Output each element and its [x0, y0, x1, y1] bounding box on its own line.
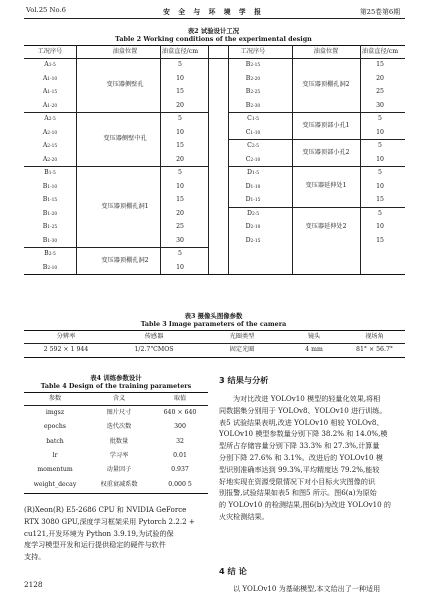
table2-right-diameter: 5	[378, 142, 382, 149]
table2-right-diameter: 5	[378, 169, 382, 176]
section4-line: 以 YOLOv10 为基础模型,本文给出了一种适用	[233, 584, 381, 593]
table2-left-diameter: 5	[178, 250, 182, 257]
section3-heading: 3 结果与分析	[219, 375, 269, 385]
table2-right-location: 变压器顶棚孔洞2	[302, 81, 350, 88]
table3-bottom-rule	[24, 357, 405, 358]
table2-right-case-id: D2-10	[245, 223, 261, 230]
table2-left-case-id: A2-20	[42, 155, 58, 163]
table3-top-rule	[24, 330, 405, 331]
table2-left-case-id: B2-10	[42, 263, 58, 271]
section3-line: 分别下降 27.6% 和 3.1%。改进后的 YOLOv10 模	[219, 453, 383, 462]
table2-header-0: 工况序号	[37, 48, 63, 55]
table2-right-diameter: 10	[376, 155, 384, 163]
table2-left-case-id: B1-10	[42, 182, 58, 190]
table2-left-diameter: 10	[176, 128, 184, 136]
table2-right-case-id: D1-10	[245, 182, 261, 190]
table2-left-case-id: B1-5	[44, 169, 56, 176]
table2-right-case-id: B2-15	[245, 61, 261, 68]
section3-line: 表5 试验结果表明,改进 YOLOv10 相较 YOLOv8、	[219, 417, 384, 427]
table2-left-case-id: B2-5	[44, 250, 56, 257]
table2-left-location: 变压器顶棚孔洞1	[101, 202, 149, 210]
table4-header-0: 参数	[48, 395, 62, 402]
table2-left-location: 变压器顶棚孔洞2	[101, 256, 149, 264]
table4-cell: momentum	[37, 466, 73, 474]
table2-left-diameter: 10	[176, 182, 184, 190]
running-header	[0, 3, 427, 18]
table2-left-group-rule	[24, 166, 208, 167]
table2-left-diameter: 10	[176, 74, 184, 82]
table4-cell: 0.000 5	[168, 480, 192, 488]
table4-cell: 0.01	[173, 451, 187, 459]
table4-cell: 动量因子	[106, 466, 132, 474]
table2-left-case-id: B1-15	[42, 196, 58, 203]
table4-cell: 权重衰减系数	[100, 480, 138, 488]
table3-header-1: 传感器	[144, 333, 164, 340]
table2-right-group-rule	[228, 112, 405, 113]
table2-left-diameter: 10	[176, 263, 184, 271]
table2-right-location: 变压器延伸处1	[305, 182, 347, 190]
table2-left-case-id: A1-10	[42, 74, 58, 82]
section4-heading: 4 结 论	[219, 566, 247, 576]
table3-value-2: 固定光圈	[229, 346, 255, 353]
header-rule	[24, 18, 405, 19]
table2-right-case-id: B2-25	[245, 88, 261, 95]
table2-right-diameter: 10	[376, 223, 384, 230]
section3-line: 好地实现在资源受限情况下对小目标火灾图像的识	[219, 476, 376, 486]
table2-right-location: 变压器延伸处2	[305, 222, 347, 230]
table2-right-diameter: 30	[376, 101, 384, 109]
table3-header-2: 光圈类型	[229, 333, 255, 340]
left-text-line: 支持。	[24, 552, 46, 562]
table2-right-case-id: D1-5	[246, 169, 260, 176]
table2-right-diameter: 15	[376, 61, 384, 68]
table2-right-group-rule	[228, 166, 405, 167]
table2-header-2: 油盒直径/cm	[161, 48, 199, 55]
table3-value-4: 81° × 56.7°	[356, 346, 393, 353]
table2-header-5: 油盒直径/cm	[361, 48, 399, 55]
table4-cell: batch	[46, 437, 64, 445]
table2-right-case-id: D2-5	[246, 209, 260, 217]
table4-cell: 迭代次数	[106, 423, 132, 431]
table2-left-location: 变压器侧壁中孔	[103, 135, 147, 142]
table2-caption-en: Table 2 Working conditions of the experimental design	[115, 35, 312, 43]
table2-left-diameter: 15	[176, 196, 184, 203]
section3-line: 为对比改进 YOLOv10 模型的轻量化效果,将相	[233, 394, 381, 403]
table3-value-1: 1/2.7"CMOS	[134, 346, 174, 353]
table4-cell: imgsz	[45, 409, 65, 416]
table2-left-diameter: 5	[178, 115, 182, 122]
table3-caption-cn: 表3 摄像头图像参数	[184, 312, 243, 320]
header-volume: Vol.25 No.6	[26, 6, 66, 14]
table2-right-location: 变压器顶部小孔2	[302, 148, 350, 156]
table3-header-3: 镜头	[307, 333, 321, 340]
table4-bottom-rule	[24, 493, 208, 494]
table2-right-case-id: B2-20	[245, 74, 261, 82]
table2-header-3: 工况序号	[240, 48, 266, 55]
table2-right-diameter: 15	[376, 236, 384, 244]
section3-line: 的 YOLOv10 的检测结果,图6(b)为改进 YOLOv10 的	[219, 500, 392, 510]
table2-left-diameter: 25	[176, 223, 184, 230]
table4-cell: 32	[176, 437, 184, 445]
table2-col-divider-2	[208, 45, 209, 274]
table2-left-group-rule	[24, 112, 208, 113]
table2-right-case-id: D2-15	[245, 236, 261, 244]
section3-line: 型识别准确率达到 99.3%,平均精度达 79.2%,能较	[219, 464, 380, 474]
table2-left-diameter: 15	[176, 88, 184, 95]
table2-right-case-id: B2-30	[245, 101, 261, 109]
table2-right-location: 变压器顶部小孔1	[302, 121, 350, 129]
table2-right-diameter: 20	[376, 74, 384, 82]
table2-left-case-id: B1-30	[42, 236, 58, 244]
header-volume-cn: 第25卷第6期	[359, 8, 400, 16]
page-number: 2128	[24, 580, 43, 589]
table2-header-4: 油盒位置	[313, 48, 339, 55]
table2-left-diameter: 20	[176, 101, 184, 109]
table4-cell: 图片尺寸	[106, 409, 132, 416]
table2-col-divider-3	[228, 45, 229, 274]
table4-cell: 300	[174, 423, 186, 431]
table4-header-rule	[24, 405, 208, 406]
table2-right-diameter: 15	[376, 196, 384, 203]
table3-caption-en: Table 3 Image parameters of the camera	[140, 320, 287, 328]
table4-cell: 0.937	[171, 466, 189, 474]
table4-cell: weight_decay	[33, 480, 77, 488]
table4-header-1: 含义	[112, 395, 126, 402]
table4-caption-cn: 表4 训练参数设计	[90, 374, 142, 382]
table4-cell: lr	[52, 451, 58, 459]
table2-right-group-rule	[228, 207, 405, 208]
table4-header-2: 取值	[173, 395, 187, 402]
table2-caption-cn: 表2 试验设计工况	[187, 27, 240, 35]
table2-left-case-id: A1-15	[42, 88, 58, 95]
table2-left-case-id: A1-5	[44, 61, 56, 68]
table2-right-case-id: C2-5	[247, 142, 259, 149]
table2-right-diameter: 5	[378, 209, 382, 217]
section3-line: 别报警,试验结果如表5 和图5 所示。图6(a)为原始	[219, 488, 377, 498]
table4-caption-en: Table 4 Design of the training parameters	[40, 382, 192, 390]
table2-right-case-id: C1-5	[247, 115, 259, 122]
table2-left-diameter: 30	[176, 236, 184, 244]
table2-left-case-id: A2-10	[42, 128, 58, 136]
section3-line: 型所占存储容量分别下降 33.3% 和 27.3%,计算量	[219, 441, 380, 451]
table4-cell: 640 × 640	[163, 409, 197, 416]
table4-top-rule	[24, 392, 208, 393]
table2-right-diameter: 10	[376, 182, 384, 190]
table3-header-0: 分辨率	[56, 333, 76, 340]
table2-left-case-id: B1-20	[42, 209, 58, 217]
table2-left-diameter: 15	[176, 142, 184, 149]
table2-left-diameter: 5	[178, 61, 182, 68]
table2-left-diameter: 5	[178, 169, 182, 176]
left-text-line: RTX 3080 GPU,深度学习框架采用 Pytorch 2.2.2 +	[24, 516, 195, 526]
table2-left-diameter: 20	[176, 155, 184, 163]
table2-right-case-id: D1-15	[245, 196, 261, 203]
table2-top-rule	[24, 45, 405, 46]
section3-line: 同数据集分别用于 YOLOv8、YOLOv10 进行训练。	[219, 405, 387, 415]
table3-value-0: 2 592 × 1 944	[43, 346, 89, 353]
table2-right-diameter: 10	[376, 128, 384, 136]
table2-right-diameter: 5	[378, 115, 382, 122]
table2-left-diameter: 20	[176, 209, 184, 217]
table3-value-3: 4 mm	[305, 346, 323, 353]
left-text-line: 度学习模型开发和运行提供稳定的硬件与软件	[24, 540, 166, 550]
header-journal-title: 安 全 与 环 境 学 报	[163, 8, 264, 16]
table2-col-divider-4	[292, 45, 293, 274]
table2-right-case-id: C2-10	[245, 155, 261, 163]
table2-bottom-rule	[24, 274, 405, 275]
left-text-line: cu121,开发环境为 Python 3.9.19,为试验的保	[24, 528, 174, 538]
table2-right-case-id: C1-10	[245, 128, 261, 136]
table2-left-case-id: A2-15	[42, 142, 58, 149]
section3-line: YOLOv10 模型参数量分别下降 38.2% 和 14.0%,模	[219, 429, 388, 439]
table2-left-case-id: A2-5	[44, 115, 56, 122]
table2-left-group-rule	[24, 247, 208, 248]
table4-cell: 学习率	[109, 451, 129, 459]
table3-header-4: 视场角	[365, 333, 384, 340]
table2-right-group-rule	[228, 139, 405, 140]
table2-left-case-id: A1-20	[42, 101, 58, 109]
section3-line: 火灾检测结果。	[219, 512, 269, 521]
table2-col-divider-0	[76, 45, 77, 274]
table4-cell: epochs	[44, 423, 66, 431]
table4-cell: 批数量	[109, 437, 129, 445]
table2-left-location: 变压器侧壁孔	[106, 81, 144, 88]
left-text-line: (R)Xeon(R) E5-2686 CPU 和 NVIDIA GeForce	[24, 505, 187, 514]
table2-header-rule	[24, 58, 405, 59]
table2-right-diameter: 25	[376, 88, 384, 95]
table2-header-1: 油盒位置	[112, 48, 138, 55]
table3-header-rule	[24, 343, 405, 344]
table2-left-case-id: B1-25	[42, 223, 58, 230]
